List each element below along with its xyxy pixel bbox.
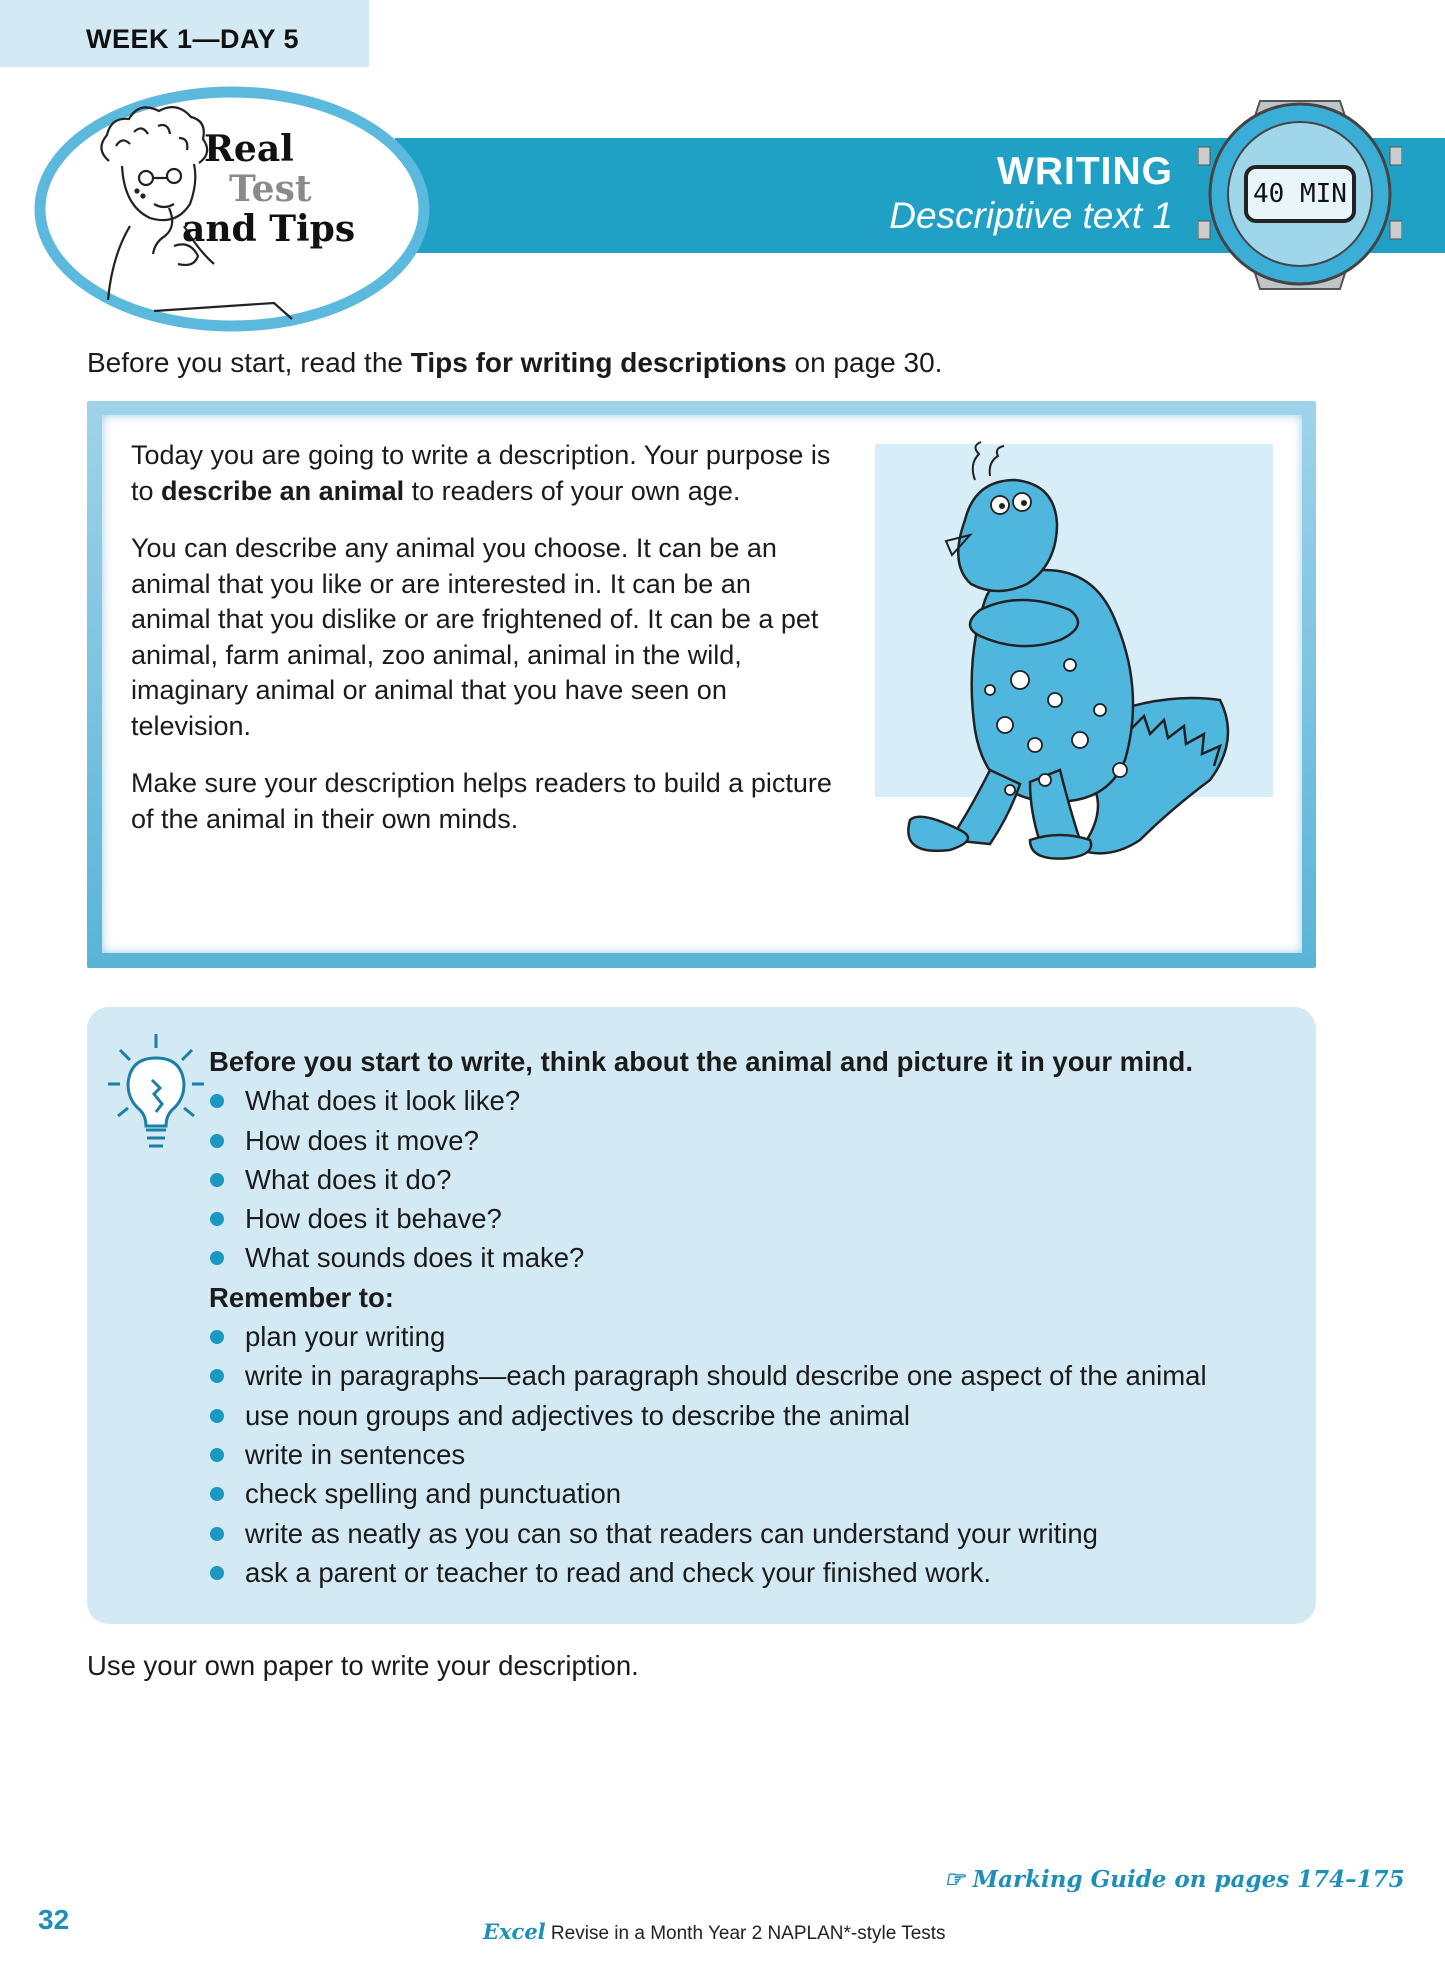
logo-text-and-tips: and Tips <box>182 208 356 250</box>
list-item: What sounds does it make? <box>209 1238 1289 1277</box>
tips-list <box>209 1042 1289 1592</box>
real-test-and-tips-logo <box>34 86 430 332</box>
list-item: check spelling and punctuation <box>209 1474 1289 1513</box>
logo-text-test: Test <box>229 168 312 210</box>
task-description <box>131 438 836 859</box>
page-number: 32 <box>38 1904 70 1935</box>
timer-label: 40 MIN <box>1253 179 1347 209</box>
imaginary-animal-illustration <box>870 440 1290 910</box>
idea-bulb-icon <box>104 1030 208 1160</box>
list-item: How does it move? <box>209 1121 1289 1160</box>
task-p1-text-end: to readers of your own age. <box>404 475 741 506</box>
book-title: Revise in a Month Year 2 NAPLAN*-style Tests <box>545 1923 946 1944</box>
task-paragraph-3: Make sure your description helps readers to build a picture of the animal in their own minds. <box>131 768 832 834</box>
intro-text-end: on page 30. <box>786 347 943 378</box>
footer-book-title <box>483 1919 946 1945</box>
intro-bold-text: Tips for writing descriptions <box>410 347 787 378</box>
section-subtitle: Descriptive text 1 <box>889 195 1173 236</box>
intro-instruction <box>87 347 942 379</box>
section-title: WRITING <box>997 150 1173 193</box>
list-item: write as neatly as you can so that readers can understand your writing <box>209 1514 1289 1553</box>
logo-text-real: Real <box>204 128 294 170</box>
marking-guide-text: Marking Guide on pages 174–175 <box>972 1866 1405 1893</box>
list-item: What does it do? <box>209 1160 1289 1199</box>
week-day-label: WEEK 1—DAY 5 <box>86 24 300 54</box>
task-p1-text: Today you are going to write a description. Your purpose is to <box>131 440 831 506</box>
tips-heading: Before you start to write, think about the animal and picture it in your mind. <box>209 1046 1193 1077</box>
list-item: What does it look like? <box>209 1081 1289 1120</box>
week-day-tab <box>0 0 369 67</box>
list-item: write in sentences <box>209 1435 1289 1474</box>
intro-text: Before you start, read the <box>87 347 411 378</box>
remember-heading: Remember to: <box>209 1281 394 1313</box>
marking-guide-reference <box>944 1866 1405 1893</box>
list-item: How does it behave? <box>209 1199 1289 1238</box>
pointing-hand-icon: ☞ <box>944 1866 973 1893</box>
list-item: use noun groups and adjectives to describe the animal <box>209 1396 1289 1435</box>
task-paragraph-1 <box>131 438 836 509</box>
task-paragraph-2: You can describe any animal you choose. It can be an animal that you like or are interested in. It can be an animal that you dislike or are frightened of. It can be a pet animal, farm animal, zoo animal, animal in the wild, imaginary animal or animal that you have seen on television. <box>131 533 819 741</box>
list-item: ask a parent or teacher to read and check your finished work. <box>209 1553 1289 1592</box>
list-item: write in paragraphs—each paragraph should describe one aspect of the animal <box>209 1356 1289 1395</box>
list-item: plan your writing <box>209 1317 1289 1356</box>
spotted-monster-icon <box>870 440 1290 910</box>
timer-watch <box>1198 95 1402 293</box>
task-p1-bold: describe an animal <box>161 475 405 506</box>
closing-instruction: Use your own paper to write your description. <box>87 1650 639 1681</box>
lightbulb-icon <box>104 1030 208 1160</box>
brand-name: Excel <box>483 1919 546 1944</box>
